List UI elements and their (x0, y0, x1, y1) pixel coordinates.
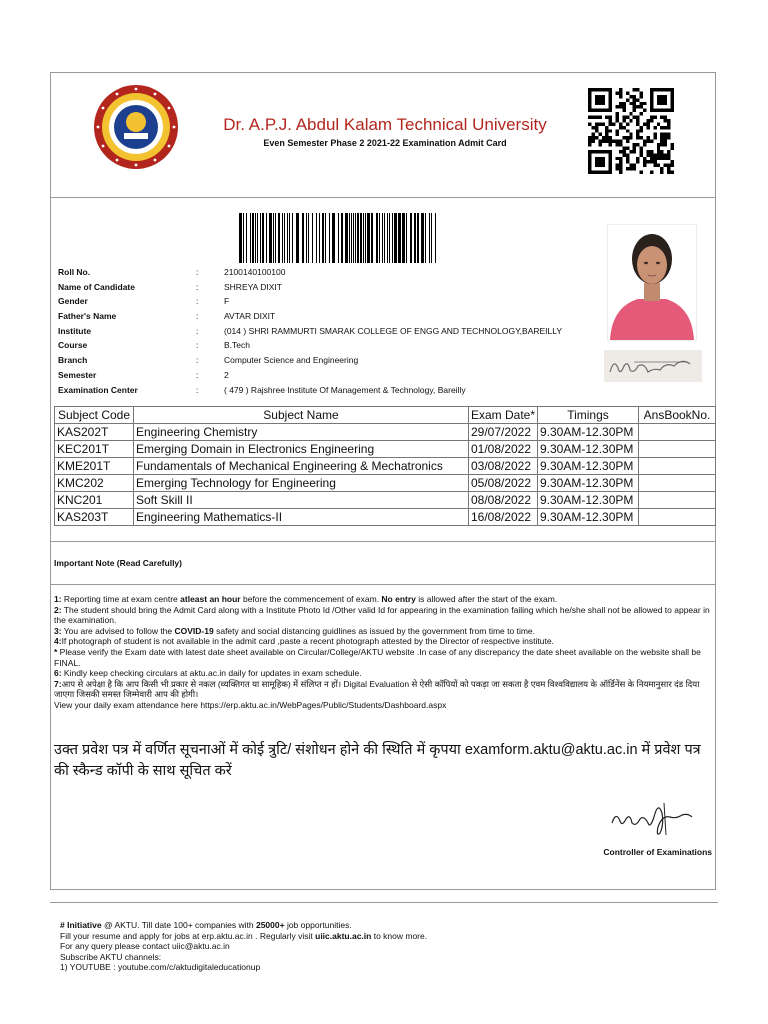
footer-line-1 (60, 920, 427, 931)
note-number: 7: (54, 678, 62, 689)
timings-cell: 9.30AM-12.30PM (538, 492, 639, 509)
uiic-link: uiic.aktu.ac.in (315, 930, 372, 941)
detail-separator: : (196, 325, 199, 336)
note-emphasis: COVID-19 (174, 625, 214, 636)
attendance-link-text: View your daily exam attendance here https://erp.aktu.ac.in/WebPages/Public/Students/Dashboard.aspx (54, 699, 447, 710)
note-text: before the commencement of exam. (240, 594, 382, 604)
detail-value: ( 479 ) Rajshree Institute Of Management & Technology, Bareilly (224, 384, 466, 395)
note-text: Please verify the Exam date with latest date sheet available on Circular/College/AKTU website .In case of any discrepancy the date sheet available on the website shall be FINAL. (54, 646, 701, 668)
note-text: If photograph of student is not available in the admit card ,paste a recent photograph attested by the Director of respective institute. (61, 636, 554, 647)
correction-notice: उक्त प्रवेश पत्र में वर्णित सूचनाओं में कोई त्रुटि/ संशोधन होने की स्थिति में कृपया examform.aktu@aktu.ac.in में प्रवेश पत्र की स्कैन्ड कॉपी के साथ सूचित करें (54, 742, 701, 779)
detail-label: Name of Candidate (58, 281, 135, 292)
exam-schedule-table (54, 406, 716, 526)
column-header: Subject Name (134, 407, 469, 424)
detail-label: Course (58, 340, 88, 351)
timings-cell: 9.30AM-12.30PM (538, 458, 639, 475)
subject-name-cell: Fundamentals of Mechanical Engineering & Mechatronics (134, 458, 469, 475)
table-row (55, 424, 716, 441)
note-text: safety and social distancing guidlines as issued by the government from time to time. (213, 625, 536, 636)
detail-value: AVTAR DIXIT (224, 311, 276, 322)
controller-signature (604, 795, 696, 839)
university-seal-logo (93, 84, 179, 170)
note-text: is allowed after the start of the exam. (415, 594, 558, 604)
detail-separator: : (196, 281, 199, 292)
detail-value: SHREYA DIXIT (224, 281, 282, 292)
table-row (55, 475, 716, 492)
column-header: Timings (538, 407, 639, 424)
subject-code-cell: KAS203T (55, 509, 134, 526)
detail-value: 2 (224, 369, 229, 380)
notes-divider-bottom (50, 584, 716, 585)
exam-date-cell: 05/08/2022 (468, 475, 537, 492)
table-row (55, 441, 716, 458)
university-name: Dr. A.P.J. Abdul Kalam Technical University (223, 115, 547, 134)
note-text: Kindly keep checking circulars at aktu.ac.in daily for updates in exam schedule. (61, 668, 362, 679)
footer-emphasis: # Initiative (60, 920, 102, 930)
detail-label: Roll No. (58, 267, 91, 277)
detail-separator: : (196, 267, 199, 277)
subject-name-cell: Engineering Mathematics-II (134, 509, 469, 526)
subject-name-cell: Soft Skill II (134, 492, 469, 509)
note-3 (54, 626, 714, 637)
detail-label: Institute (58, 325, 92, 336)
footer-text: to know more. (371, 930, 428, 941)
note-1 (54, 594, 714, 605)
note-text: Reporting time at exam centre (61, 594, 181, 604)
note-number: 1: (54, 594, 62, 604)
detail-label: Examination Center (58, 384, 138, 395)
detail-value: (014 ) SHRI RAMMURTI SMARAK COLLEGE OF ENGG AND TECHNOLOGY,BAREILLY (224, 325, 563, 336)
table-row (55, 509, 716, 526)
subject-code-cell: KEC201T (55, 441, 134, 458)
note-number: 4: (54, 636, 62, 647)
subject-name-cell: Engineering Chemistry (134, 424, 469, 441)
footer-line-5: 1) YOUTUBE : youtube.com/c/aktudigitaleducationup (60, 962, 261, 973)
footer-line-4: Subscribe AKTU channels: (60, 951, 162, 962)
ansbook-cell (639, 441, 716, 458)
exam-date-cell: 16/08/2022 (468, 509, 537, 526)
note-4 (54, 636, 714, 647)
important-note-heading: Important Note (Read Carefully) (54, 558, 182, 568)
detail-label: Semester (58, 369, 97, 380)
column-header: AnsBookNo. (639, 407, 716, 424)
note-text: आप से अपेक्षा है कि आप किसी भी प्रकार से नकल (व्यक्तिगत या सामूहिक) में संलिप्त न हों। Digital Evaluation से ऐसी कॉपियों को पकड़ा जा सकता है एवम विश्वविद्यालय के ऑर्डिनेंस के नियमानुसार दंड दिया जाएगा जिसकी समस्त जिम्मेवारी आप की होगी। (54, 678, 700, 700)
detail-value: F (224, 296, 230, 307)
detail-separator: : (196, 355, 199, 366)
note-number: 3: (54, 625, 62, 636)
candidate-photo (607, 224, 697, 341)
exam-date-cell: 08/08/2022 (468, 492, 537, 509)
admit-card-subtitle: Even Semester Phase 2 2021-22 Examination Admit Card (263, 138, 507, 148)
ansbook-cell (639, 475, 716, 492)
note-number: 2: (54, 604, 62, 615)
detail-label: Gender (58, 296, 88, 307)
note-2 (54, 605, 714, 626)
ansbook-cell (639, 424, 716, 441)
table-row (55, 458, 716, 475)
subject-code-cell: KMC202 (55, 475, 134, 492)
important-notes (54, 594, 714, 711)
table-row (55, 492, 716, 509)
candidate-signature (604, 350, 702, 382)
footer-text: @ AKTU. Till date 100+ companies with (101, 920, 256, 930)
timings-cell: 9.30AM-12.30PM (538, 424, 639, 441)
footer-emphasis: 25000+ (255, 920, 285, 930)
column-header: Subject Code (55, 407, 134, 424)
exam-date-cell: 03/08/2022 (468, 458, 537, 475)
note-text: You are advised to follow the (61, 625, 175, 636)
timings-cell: 9.30AM-12.30PM (538, 475, 639, 492)
subject-name-cell: Emerging Domain in Electronics Engineering (134, 441, 469, 458)
footer-info (60, 920, 427, 973)
subject-code-cell: KNC201 (55, 492, 134, 509)
detail-value: 2100140100100 (224, 267, 286, 277)
note-emphasis: No entry (381, 594, 416, 604)
note-number: 6: (54, 668, 62, 679)
detail-separator: : (196, 340, 199, 351)
detail-label: Branch (58, 355, 88, 366)
ansbook-cell (639, 492, 716, 509)
controller-of-examinations-label: Controller of Examinations (603, 847, 712, 857)
ansbook-cell (639, 509, 716, 526)
note-text: The student should bring the Admit Card along with a Institute Photo Id /Other valid Id for appearing in the examination failing which he/she shall not be allowed to appear in the examination. (54, 604, 710, 626)
detail-separator: : (196, 384, 199, 395)
exam-date-cell: 29/07/2022 (468, 424, 537, 441)
table-header-row (55, 407, 716, 424)
note-5 (54, 647, 714, 668)
roll-number-barcode (239, 213, 437, 263)
exam-date-cell: 01/08/2022 (468, 441, 537, 458)
detail-label: Father's Name (58, 311, 117, 322)
detail-value: B.Tech (224, 340, 250, 351)
qr-code (588, 88, 674, 174)
footer-line-3: For any query please contact uiic@aktu.ac.in (60, 941, 230, 952)
subject-name-cell: Emerging Technology for Engineering (134, 475, 469, 492)
subject-code-cell: KAS202T (55, 424, 134, 441)
notes-divider-top (50, 541, 716, 542)
ansbook-cell (639, 458, 716, 475)
footer-line-2 (60, 931, 427, 942)
detail-separator: : (196, 296, 199, 307)
detail-separator: : (196, 311, 199, 322)
footer-divider (50, 902, 718, 903)
subject-code-cell: KME201T (55, 458, 134, 475)
note-6 (54, 668, 714, 679)
note-emphasis: atleast an hour (180, 594, 241, 604)
footer-text: Fill your resume and apply for jobs at erp.aktu.ac.in . Regularly visit (60, 930, 316, 941)
note-7 (54, 679, 714, 700)
detail-value: Computer Science and Engineering (224, 355, 359, 366)
timings-cell: 9.30AM-12.30PM (538, 509, 639, 526)
note-number: * (54, 646, 58, 657)
detail-separator: : (196, 369, 199, 380)
header-divider (50, 197, 716, 198)
timings-cell: 9.30AM-12.30PM (538, 441, 639, 458)
column-header: Exam Date* (468, 407, 537, 424)
footer-text: job opportunities. (284, 920, 352, 930)
